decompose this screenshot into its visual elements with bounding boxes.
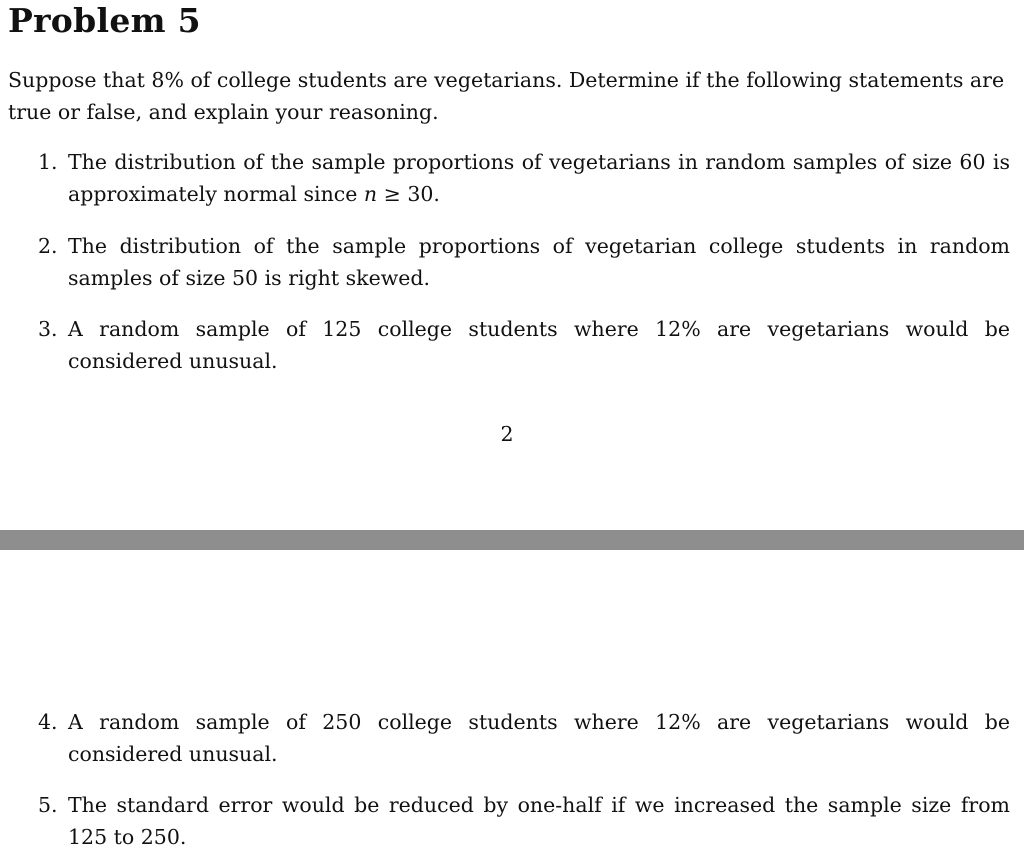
list-item-number: 5. (38, 793, 58, 817)
list-item-number: 1. (38, 150, 58, 174)
list-item-text: The distribution of the sample proportions of vegetarian college students in random samples of size 50 is right skewed. (68, 234, 1010, 290)
list-item-1 (38, 146, 1010, 210)
list-item-text (68, 146, 1010, 210)
math-variable-n: n (363, 182, 378, 206)
list-item-3 (38, 313, 1010, 377)
problem-intro: Suppose that 8% of college students are vegetarians. Determine if the following statements are true or false, and explain your reasoning. (8, 68, 1005, 124)
list-item-text: The standard error would be reduced by one-half if we increased the sample size from 125 to 250. (68, 793, 1010, 849)
list-item-text: A random sample of 125 college students where 12% are vegetarians would be considered unusual. (68, 317, 1010, 373)
list-item-number: 3. (38, 317, 58, 341)
list-item-2 (38, 230, 1010, 294)
list-item-5 (38, 789, 1010, 853)
list-item-text-part: The distribution of the sample proportions of vegetarians in random samples of size 60 is approximately normal since (68, 150, 1010, 206)
list-item-number: 2. (38, 234, 58, 258)
page-divider (0, 530, 1024, 550)
list-item-text: A random sample of 250 college students where 12% are vegetarians would be considered unusual. (68, 710, 1010, 766)
list-item-4 (38, 706, 1010, 770)
page-number: 2 (500, 422, 514, 446)
list-item-number: 4. (38, 710, 58, 734)
problem-heading: Problem 5 (8, 1, 201, 40)
list-item-text-part: ≥ 30. (377, 182, 440, 206)
